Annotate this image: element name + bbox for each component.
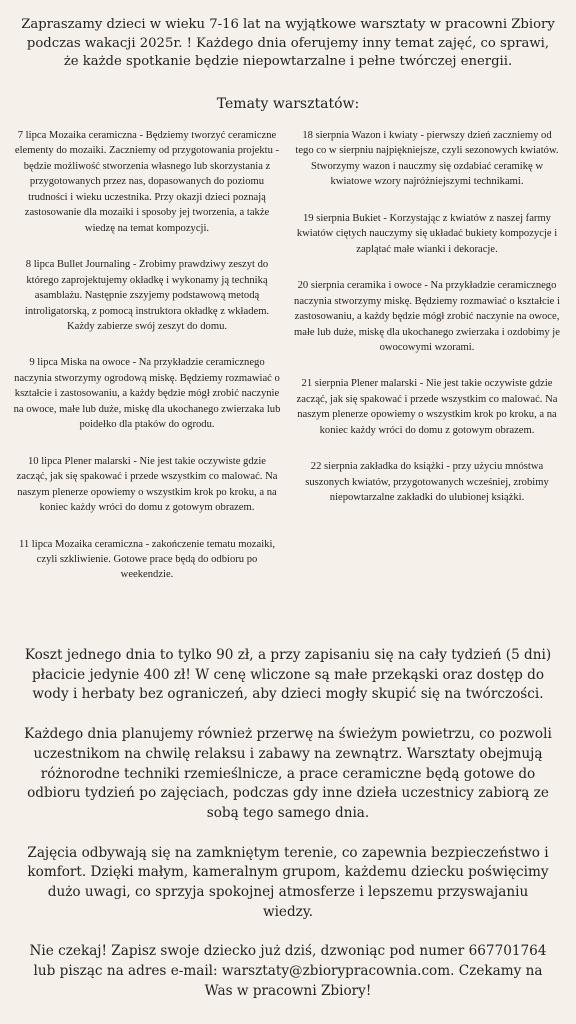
info-section	[22, 646, 554, 1022]
topic-item: 18 sierpnia Wazon i kwiaty - pierwszy dzień zaczniemy od tego co w sierpniu najpiękniejsze, czyli sezonowych kwiatów. Stworzymy wazon i nauczmy się ozdabiać ceramikę w kwiatowe wzory najróżniejszymi technikami.	[295, 130, 559, 188]
topic-item: 22 sierpnia zakładka do książki - przy użyciu mnóstwa suszonych kwiatów, przygotowanych wcześniej, zrobimy niepowtarzalne zakładki do ulubionej książki.	[305, 461, 549, 504]
intro-text: Zapraszamy dzieci w wieku 7-16 lat na wyjątkowe warsztaty w pracowni Zbiory podczas wakacji 2025r. ! Każdego dnia oferujemy inny temat zajęć, co sprawi, że każde spotkanie będzie niepowtarzalne i pełne twórczej energii.	[21, 17, 555, 70]
topic-item: 10 lipca Plener malarski - Nie jest takie oczywiste gdzie zacząć, jak się spakować i przede wszystkim co malować. Na naszym plenerze opowiemy o wszystkim krok po kroku, a na koniec każdy wróci do domu z gotowym obrazem.	[16, 455, 278, 514]
pricing-paragraph: Koszt jednego dnia to tylko 90 zł, a przy zapisaniu się na cały tydzień (5 dni) płacicie jedynie 400 zł! W cenę wliczone są małe przekąski oraz dostęp do wody i herbaty bez ograniczeń, aby dzieci mogły skupić się na twórczości.	[24, 647, 552, 703]
topics-column-july	[12, 128, 282, 604]
topic-item: 19 sierpnia Bukiet - Korzystając z kwiatów z naszej farmy kwiatów ciętych nauczymy się układać bukiety kompozycje i zaplątać małe wianki i dekoracje.	[296, 212, 558, 255]
topic-item: 21 sierpnia Plener malarski - Nie jest takie oczywiste gdzie zacząć, jak się spakować i przede wszystkim co malować. Na naszym plenerze opowiemy o wszystkim krok po kroku, a na koniec każdy wróci do domu z gotowym obrazem.	[296, 378, 558, 436]
topic-item: 11 lipca Mozaika ceramiczna - zakończenie tematu mozaiki, czyli szkliwienie. Gotowe prace będą do odbioru po weekendzie.	[18, 538, 276, 581]
contact-paragraph: Nie czekaj! Zapisz swoje dziecko już dziś, dzwoniąc pod numer 667701764 lub pisząc na adres e-mail: warsztaty@zbiorypracownia.com. Czekamy na Was w pracowni Zbiory!	[29, 943, 547, 999]
topics-column-august	[292, 128, 562, 527]
safety-paragraph: Zajęcia odbywają się na zamkniętym terenie, co zapewnia bezpieczeństwo i komfort. Dzięki małym, kameralnym grupom, każdemu dziecku poświęcimy dużo uwagi, co sprzyja spokojnej atmosferze i lepszemu przyswajaniu wiedzy.	[27, 844, 549, 920]
topics-heading: Tematy warsztatów:	[216, 96, 360, 112]
topic-item: 7 lipca Mozaika ceramiczna - Będziemy tworzyć ceramiczne elementy do mozaiki. Zaczniemy od przygotowania projektu - będzie możliwość stworzenia własnego lub skorzystania z przygotowanych przez nas, dopasowanych do poziomu trudności i wieku uczestnika. Przy okazji dzieci poznają zastosowanie dla mozaiki i sposoby jej tworzenia, a także wiedzę na temat kompozycji.	[14, 130, 280, 234]
topic-item: 9 lipca Miska na owoce - Na przykładzie ceramicznego naczynia stworzymy ogrodową miskę. Będziemy rozmawiać o kształcie i zastosowaniu, a każdy będzie mógł zrobić naczynie na owoce, małe lub duże, miskę dla ukochanego zwierzaka lub poidełko dla ptaków do ogrodu.	[13, 357, 281, 431]
topic-item: 8 lipca Bullet Journaling - Zrobimy prawdziwy zeszyt do którego zaprojektujemy okładkę i wykonamy ją techniką asamblażu. Następnie zszyjemy podstawową metodą introligatorską, z pomocą instruktora okładkę z wkładem. Każdy zabierze swój zeszyt do domu.	[24, 259, 270, 332]
topic-item: 20 sierpnia ceramika i owoce - Na przykładzie ceramicznego naczynia stworzymy miskę. Będziemy rozmawiać o kształcie i zastosowaniu, a każdy będzie mógł zrobić naczynie na owoce, małe lub duże, miskę dla ukochanego zwierzaka i ozdobimy je owocowymi wzorami.	[294, 280, 560, 353]
schedule-paragraph: Każdego dnia planujemy również przerwę na świeżym powietrzu, co pozwoli uczestnikom na chwilę relaksu i zabawy na zewnątrz. Warsztaty obejmują różnorodne techniki rzemieślnicze, a prace ceramiczne będą gotowe do odbioru tydzień po zajęciach, podczas gdy inne dzieła uczestnicy zabiorą ze sobą tego samego dnia.	[24, 726, 552, 821]
